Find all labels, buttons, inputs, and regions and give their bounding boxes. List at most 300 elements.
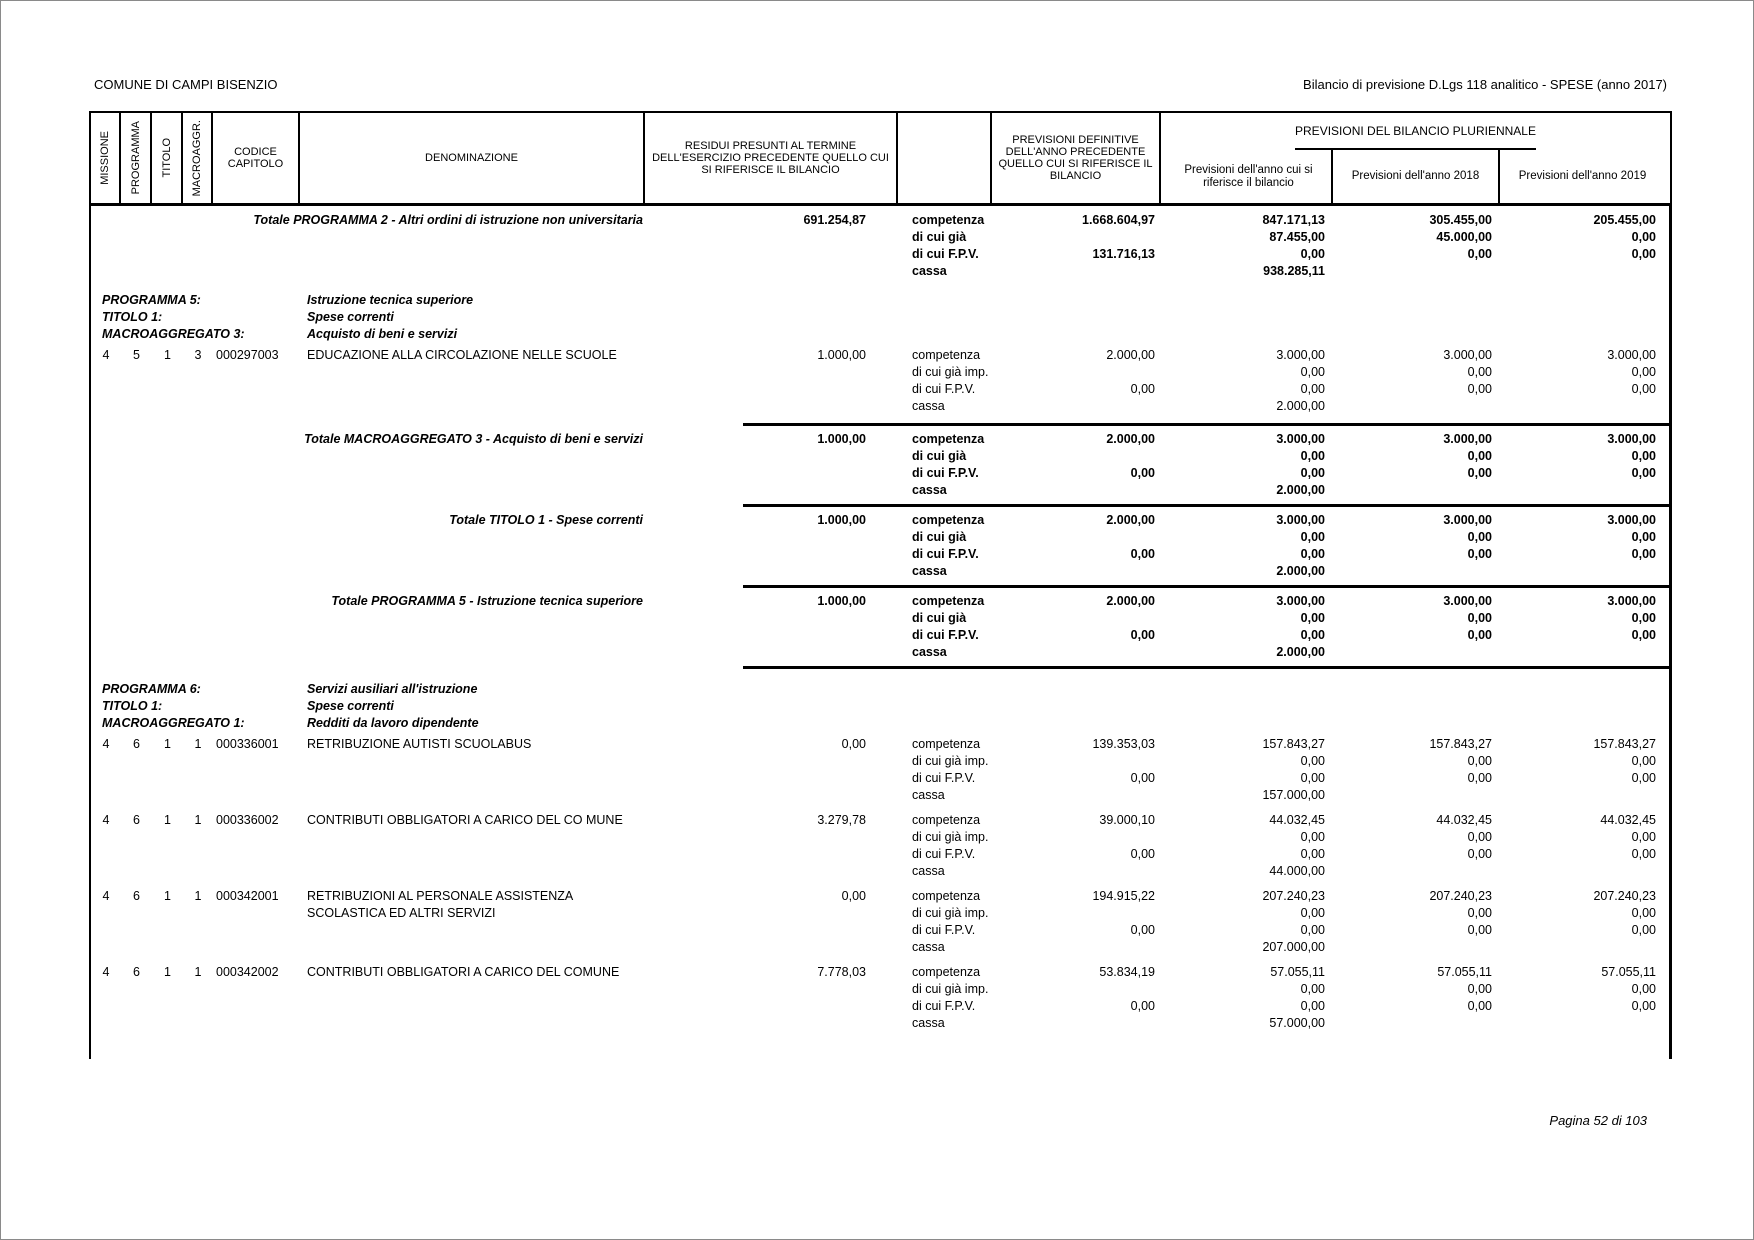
section-heading-line <box>91 698 1669 715</box>
titolo-cell: 1 <box>164 889 171 903</box>
previsioni-definitive-value <box>998 229 1168 246</box>
spacer <box>91 905 902 922</box>
macroaggr-cell: 3 <box>194 348 202 362</box>
spacer <box>91 482 902 499</box>
anno-bilancio-value: 207.240,23 <box>1262 889 1325 903</box>
previsioni-definitive-value <box>998 448 1168 465</box>
anno-2018-value: 0,00 <box>1467 754 1492 768</box>
residui-value: 1.000,00 <box>817 513 866 527</box>
anno-2018-value <box>1338 398 1505 415</box>
amount-type-label: cassa <box>912 645 947 659</box>
previsioni-definitive-value: 194.915,22 <box>1092 889 1155 903</box>
denominazione-cell: CONTRIBUTI OBBLIGATORI A CARICO DEL COMUNE <box>307 965 620 979</box>
anno-2019-value: 3.000,00 <box>1607 432 1656 446</box>
residui-value: 691.254,87 <box>803 213 866 227</box>
col-header-pluriennale-group <box>1161 113 1670 203</box>
anno-bilancio-value: 0,00 <box>1300 466 1325 480</box>
previsioni-definitive-value <box>998 829 1168 846</box>
budget-table <box>89 111 1672 1059</box>
totals-line <box>91 644 1669 661</box>
section-heading-line <box>91 715 1669 732</box>
previsioni-definitive-value: 0,00 <box>1130 628 1155 642</box>
spacer <box>91 939 902 956</box>
amount-type-label: di cui già <box>912 611 967 625</box>
col-header-previsioni-definitive: PREVISIONI DEFINITIVE DELL'ANNO PRECEDENTE QUELLO CUI SI RIFERISCE IL BILANCIO <box>992 113 1161 203</box>
col-header-empty <box>898 113 992 203</box>
col-header-denominazione: DENOMINAZIONE <box>300 113 645 203</box>
spacer <box>91 770 902 787</box>
section-heading-label: TITOLO 1: <box>102 310 163 324</box>
residui-value: 3.279,78 <box>817 813 866 827</box>
amount-type-label: competenza <box>912 348 981 362</box>
amount-type-label: di cui F.P.V. <box>912 847 976 861</box>
anno-bilancio-value: 44.032,45 <box>1269 813 1325 827</box>
section-heading-value: Istruzione tecnica superiore <box>307 293 474 307</box>
col-header-residui: RESIDUI PRESUNTI AL TERMINE DELL'ESERCIZIO PRECEDENTE QUELLO CUI SI RIFERISCE IL BILANCIO <box>645 113 898 203</box>
col-header-titolo-label: TITOLO <box>160 138 173 178</box>
section-headings <box>91 681 1669 732</box>
section-heading-label: PROGRAMMA 5: <box>102 293 201 307</box>
section-heading-line <box>91 681 1669 698</box>
section-heading-value: Spese correnti <box>307 310 394 324</box>
residui-value: 1.000,00 <box>817 348 866 362</box>
capitolo-line <box>91 398 1669 415</box>
section-heading-line <box>91 326 1669 343</box>
amount-type-label: competenza <box>912 737 981 751</box>
anno-2018-value <box>1338 863 1505 880</box>
table-body <box>89 206 1672 1059</box>
previsioni-definitive-value: 0,00 <box>1130 547 1155 561</box>
previsioni-definitive-value: 131.716,13 <box>1092 247 1155 261</box>
previsioni-definitive-value <box>998 398 1168 415</box>
entity-name: COMUNE DI CAMPI BISENZIO <box>94 77 278 92</box>
totals-row-group <box>91 431 1669 499</box>
previsioni-definitive-value <box>998 787 1168 804</box>
section-heading-label: MACROAGGREGATO 1: <box>102 716 245 730</box>
spacer <box>91 610 902 627</box>
anno-2019-value: 0,00 <box>1631 611 1656 625</box>
amount-type-label: competenza <box>912 594 985 608</box>
spacer <box>91 846 902 863</box>
capitolo-line <box>91 736 1669 753</box>
totals-line <box>91 212 1669 229</box>
spacer <box>91 398 902 415</box>
missione-cell: 4 <box>102 737 110 751</box>
totals-line <box>91 627 1669 644</box>
totals-line <box>91 263 1669 280</box>
capitolo-row-group <box>91 812 1669 880</box>
col-header-anno-2019: Previsioni dell'anno 2019 <box>1498 150 1665 203</box>
anno-2018-value <box>1338 787 1505 804</box>
anno-2018-value: 0,00 <box>1467 923 1492 937</box>
capitolo-row-group <box>91 888 1669 956</box>
previsioni-definitive-value: 0,00 <box>1130 847 1155 861</box>
amount-type-label: competenza <box>912 213 985 227</box>
titolo-cell: 1 <box>164 813 171 827</box>
section-headings <box>91 292 1669 343</box>
anno-2019-value <box>1505 482 1669 499</box>
anno-bilancio-value: 0,00 <box>1300 611 1325 625</box>
anno-bilancio-value: 207.000,00 <box>1262 940 1325 954</box>
anno-2018-value: 0,00 <box>1467 247 1492 261</box>
previsioni-definitive-value <box>998 529 1168 546</box>
total-row-label: Totale MACROAGGREGATO 3 - Acquisto di beni e servizi <box>304 432 643 446</box>
capitolo-line <box>91 347 1669 364</box>
anno-bilancio-value: 0,00 <box>1300 628 1325 642</box>
page-number: Pagina 52 di 103 <box>1549 1113 1647 1128</box>
amount-type-label: cassa <box>912 864 945 878</box>
totals-line <box>91 431 1669 448</box>
totals-line <box>91 563 1669 580</box>
spacer <box>91 448 902 465</box>
previsioni-definitive-value: 39.000,10 <box>1099 813 1155 827</box>
amount-type-label: di cui F.P.V. <box>912 247 979 261</box>
denominazione-cell: RETRIBUZIONE AUTISTI SCUOLABUS <box>307 737 532 751</box>
anno-2019-value <box>1505 263 1669 280</box>
anno-bilancio-value: 938.285,11 <box>1263 264 1325 278</box>
anno-2019-value: 0,00 <box>1631 365 1656 379</box>
macroaggr-cell: 1 <box>194 737 202 751</box>
amount-type-label: competenza <box>912 813 981 827</box>
anno-2018-value: 3.000,00 <box>1443 348 1492 362</box>
previsioni-definitive-value <box>998 482 1168 499</box>
anno-2018-value: 0,00 <box>1467 449 1492 463</box>
anno-2019-value <box>1505 939 1669 956</box>
previsioni-definitive-value: 0,00 <box>1130 923 1155 937</box>
anno-2019-value: 0,00 <box>1631 230 1656 244</box>
amount-type-label: di cui F.P.V. <box>912 771 976 785</box>
anno-2018-value: 0,00 <box>1467 982 1492 996</box>
programma-cell: 6 <box>133 889 140 903</box>
anno-2018-value: 45.000,00 <box>1436 230 1492 244</box>
amount-type-label: di cui già imp. <box>912 906 989 920</box>
amount-type-label: competenza <box>912 513 985 527</box>
residui-value: 0,00 <box>841 737 866 751</box>
anno-bilancio-value: 157.000,00 <box>1262 788 1325 802</box>
anno-bilancio-value: 44.000,00 <box>1269 864 1325 878</box>
spacer <box>91 465 902 482</box>
programma-cell: 5 <box>133 348 140 362</box>
codice-capitolo-cell: 000297003 <box>216 348 279 362</box>
anno-2018-value: 305.455,00 <box>1429 213 1492 227</box>
anno-2018-value <box>1338 644 1505 661</box>
anno-2018-value <box>1338 263 1505 280</box>
col-header-titolo <box>152 113 183 203</box>
total-row-label: Totale PROGRAMMA 2 - Altri ordini di istruzione non universitaria <box>253 213 643 227</box>
section-heading-label: PROGRAMMA 6: <box>102 682 201 696</box>
anno-2019-value: 3.000,00 <box>1607 348 1656 362</box>
amount-type-label: competenza <box>912 432 985 446</box>
col-header-macroaggr <box>183 113 213 203</box>
titolo-cell: 1 <box>164 737 171 751</box>
previsioni-definitive-value <box>998 905 1168 922</box>
col-header-programma-label: PROGRAMMA <box>129 121 142 195</box>
anno-2019-value: 3.000,00 <box>1607 594 1656 608</box>
previsioni-definitive-value: 1.668.604,97 <box>1082 213 1155 227</box>
denominazione-cell: CONTRIBUTI OBBLIGATORI A CARICO DEL CO MUNE <box>307 813 623 827</box>
macroaggr-cell: 1 <box>194 889 202 903</box>
totals-separator-line <box>743 585 1669 588</box>
anno-2019-value: 0,00 <box>1631 466 1656 480</box>
col-header-missione-label: MISSIONE <box>99 131 111 185</box>
previsioni-definitive-value <box>998 753 1168 770</box>
residui-value: 7.778,03 <box>817 965 866 979</box>
previsioni-definitive-value <box>998 364 1168 381</box>
amount-type-label: cassa <box>912 399 945 413</box>
total-row-label: Totale PROGRAMMA 5 - Istruzione tecnica superiore <box>331 594 643 608</box>
anno-2019-value: 0,00 <box>1631 923 1656 937</box>
anno-bilancio-value: 0,00 <box>1300 530 1325 544</box>
total-row-label: Totale TITOLO 1 - Spese correnti <box>449 513 643 527</box>
section-heading-value: Spese correnti <box>307 699 394 713</box>
anno-2019-value <box>1505 398 1669 415</box>
previsioni-definitive-value <box>998 939 1168 956</box>
anno-2019-value: 57.055,11 <box>1601 965 1656 979</box>
previsioni-definitive-value <box>998 981 1168 998</box>
anno-2018-value: 3.000,00 <box>1443 432 1492 446</box>
codice-capitolo-cell: 000336001 <box>216 737 279 751</box>
amount-type-label: di cui F.P.V. <box>912 382 976 396</box>
previsioni-definitive-value <box>998 863 1168 880</box>
spacer <box>91 829 902 846</box>
amount-type-label: di cui già <box>912 449 967 463</box>
anno-2019-value: 0,00 <box>1631 449 1656 463</box>
section-heading-label: TITOLO 1: <box>102 699 163 713</box>
amount-type-label: di cui F.P.V. <box>912 466 979 480</box>
capitolo-line <box>91 753 1669 770</box>
amount-type-label: competenza <box>912 889 981 903</box>
anno-2018-value: 0,00 <box>1467 628 1492 642</box>
amount-type-label: di cui già imp. <box>912 982 989 996</box>
spacer <box>91 863 902 880</box>
residui-value: 1.000,00 <box>817 432 866 446</box>
anno-2019-value: 3.000,00 <box>1607 513 1656 527</box>
amount-type-label: di cui già imp. <box>912 365 989 379</box>
anno-2018-value: 0,00 <box>1467 847 1492 861</box>
amount-type-label: di cui già <box>912 530 967 544</box>
anno-2019-value <box>1505 1015 1669 1032</box>
anno-2018-value <box>1338 482 1505 499</box>
capitolo-line <box>91 364 1669 381</box>
table-header-row <box>89 111 1672 206</box>
amount-type-label: cassa <box>912 264 947 278</box>
capitolo-line <box>91 939 1669 956</box>
spacer <box>91 644 902 661</box>
anno-2019-value: 0,00 <box>1631 771 1656 785</box>
totals-line <box>91 610 1669 627</box>
missione-cell: 4 <box>102 348 110 362</box>
col-header-pluriennale: PREVISIONI DEL BILANCIO PLURIENNALE <box>1295 113 1536 150</box>
amount-type-label: cassa <box>912 483 947 497</box>
missione-cell: 4 <box>102 965 110 979</box>
spacer <box>91 263 902 280</box>
anno-2018-value: 0,00 <box>1467 611 1492 625</box>
amount-type-label: di cui F.P.V. <box>912 628 979 642</box>
anno-bilancio-value: 0,00 <box>1300 847 1325 861</box>
macroaggr-cell: 1 <box>194 813 202 827</box>
anno-2019-value: 0,00 <box>1631 547 1656 561</box>
col-header-missione <box>91 113 121 203</box>
anno-bilancio-value: 0,00 <box>1300 982 1325 996</box>
programma-cell: 6 <box>133 965 140 979</box>
residui-value: 0,00 <box>841 889 866 903</box>
capitolo-line <box>91 846 1669 863</box>
anno-2019-value: 0,00 <box>1631 754 1656 768</box>
anno-bilancio-value: 3.000,00 <box>1276 513 1325 527</box>
previsioni-definitive-value: 2.000,00 <box>1106 594 1155 608</box>
anno-2018-value: 0,00 <box>1467 547 1492 561</box>
anno-2018-value: 44.032,45 <box>1436 813 1492 827</box>
previsioni-definitive-value <box>998 610 1168 627</box>
col-header-anno-bilancio: Previsioni dell'anno cui si riferisce il bilancio <box>1184 163 1313 189</box>
missione-cell: 4 <box>102 889 110 903</box>
col-header-anno-2018: Previsioni dell'anno 2018 <box>1331 150 1498 203</box>
amount-type-label: di cui già imp. <box>912 830 989 844</box>
totals-line <box>91 482 1669 499</box>
anno-bilancio-value: 0,00 <box>1300 999 1325 1013</box>
anno-2019-value: 0,00 <box>1631 830 1656 844</box>
totals-line <box>91 529 1669 546</box>
spacer <box>91 246 902 263</box>
programma-cell: 6 <box>133 813 140 827</box>
codice-capitolo-cell: 000342001 <box>216 889 279 903</box>
anno-2018-value: 0,00 <box>1467 771 1492 785</box>
capitolo-line <box>91 905 1669 922</box>
denominazione-cell: RETRIBUZIONI AL PERSONALE ASSISTENZA SCOLASTICA ED ALTRI SERVIZI <box>307 889 573 920</box>
anno-2019-value: 0,00 <box>1631 382 1656 396</box>
denominazione-cell: EDUCAZIONE ALLA CIRCOLAZIONE NELLE SCUOLE <box>307 348 617 362</box>
spacer <box>91 364 902 381</box>
anno-2019-value: 0,00 <box>1631 982 1656 996</box>
spacer <box>91 627 902 644</box>
previsioni-definitive-value: 2.000,00 <box>1106 348 1155 362</box>
spacer <box>91 998 902 1015</box>
amount-type-label: cassa <box>912 564 947 578</box>
capitolo-line <box>91 1015 1669 1032</box>
anno-bilancio-value: 0,00 <box>1300 449 1325 463</box>
anno-bilancio-value: 3.000,00 <box>1276 594 1325 608</box>
anno-2019-value: 0,00 <box>1631 530 1656 544</box>
pluriennale-subheaders <box>1166 150 1665 203</box>
macroaggr-cell: 1 <box>194 965 202 979</box>
titolo-cell: 1 <box>164 348 171 362</box>
previsioni-definitive-value <box>998 644 1168 661</box>
anno-2019-value: 0,00 <box>1631 999 1656 1013</box>
totals-line <box>91 593 1669 610</box>
amount-type-label: cassa <box>912 940 945 954</box>
previsioni-definitive-value: 0,00 <box>1130 771 1155 785</box>
anno-bilancio-value: 2.000,00 <box>1276 645 1325 659</box>
anno-2019-value <box>1505 563 1669 580</box>
anno-bilancio-value: 0,00 <box>1300 771 1325 785</box>
capitolo-line <box>91 381 1669 398</box>
anno-2018-value: 0,00 <box>1467 530 1492 544</box>
totals-row-group <box>91 593 1669 661</box>
spacer <box>91 229 902 246</box>
section-heading-value: Redditi da lavoro dipendente <box>307 716 479 730</box>
spacer <box>91 529 902 546</box>
anno-2018-value: 0,00 <box>1467 466 1492 480</box>
previsioni-definitive-value: 2.000,00 <box>1106 513 1155 527</box>
anno-2019-value: 0,00 <box>1631 628 1656 642</box>
anno-2018-value: 57.055,11 <box>1437 965 1492 979</box>
capitolo-line <box>91 863 1669 880</box>
anno-2019-value: 205.455,00 <box>1593 213 1656 227</box>
amount-type-label: cassa <box>912 788 945 802</box>
anno-bilancio-value: 2.000,00 <box>1276 483 1325 497</box>
anno-2019-value <box>1505 644 1669 661</box>
section-heading-label: MACROAGGREGATO 3: <box>102 327 245 341</box>
anno-2018-value: 0,00 <box>1467 382 1492 396</box>
amount-type-label: di cui F.P.V. <box>912 923 976 937</box>
previsioni-definitive-value: 0,00 <box>1130 466 1155 480</box>
anno-bilancio-value: 2.000,00 <box>1276 564 1325 578</box>
spacer <box>91 753 902 770</box>
totals-row-group <box>91 512 1669 580</box>
previsioni-definitive-value: 2.000,00 <box>1106 432 1155 446</box>
totals-line <box>91 229 1669 246</box>
amount-type-label: di cui già imp. <box>912 754 989 768</box>
anno-2018-value <box>1338 939 1505 956</box>
anno-bilancio-value: 3.000,00 <box>1276 348 1325 362</box>
capitolo-line <box>91 998 1669 1015</box>
previsioni-definitive-value <box>998 263 1168 280</box>
codice-capitolo-cell: 000342002 <box>216 965 279 979</box>
programma-cell: 6 <box>133 737 140 751</box>
anno-2019-value: 0,00 <box>1631 247 1656 261</box>
anno-2018-value: 157.843,27 <box>1429 737 1492 751</box>
amount-type-label: di cui già <box>912 230 967 244</box>
section-heading-line <box>91 292 1669 309</box>
capitolo-line <box>91 981 1669 998</box>
anno-bilancio-value: 847.171,13 <box>1262 213 1325 227</box>
codice-capitolo-cell: 000336002 <box>216 813 279 827</box>
anno-2019-value <box>1505 863 1669 880</box>
capitolo-row-group <box>91 736 1669 804</box>
capitolo-line <box>91 922 1669 939</box>
spacer <box>91 981 902 998</box>
anno-2019-value: 0,00 <box>1631 847 1656 861</box>
anno-bilancio-value: 87.455,00 <box>1269 230 1325 244</box>
totals-line <box>91 512 1669 529</box>
report-title: Bilancio di previsione D.Lgs 118 analitico - SPESE (anno 2017) <box>1303 77 1667 92</box>
anno-2018-value: 0,00 <box>1467 830 1492 844</box>
anno-bilancio-value: 2.000,00 <box>1276 399 1325 413</box>
anno-2018-value <box>1338 563 1505 580</box>
totals-line <box>91 465 1669 482</box>
missione-cell: 4 <box>102 813 110 827</box>
anno-2018-value: 0,00 <box>1467 906 1492 920</box>
anno-2019-value: 44.032,45 <box>1600 813 1656 827</box>
anno-2018-value: 3.000,00 <box>1443 594 1492 608</box>
anno-2019-value: 157.843,27 <box>1593 737 1656 751</box>
residui-value: 1.000,00 <box>817 594 866 608</box>
anno-2018-value: 3.000,00 <box>1443 513 1492 527</box>
amount-type-label: competenza <box>912 965 981 979</box>
section-heading-value: Acquisto di beni e servizi <box>307 327 458 341</box>
amount-type-label: di cui F.P.V. <box>912 547 979 561</box>
anno-2019-value: 207.240,23 <box>1593 889 1656 903</box>
spacer <box>91 563 902 580</box>
section-heading-line <box>91 309 1669 326</box>
spacer <box>91 1015 902 1032</box>
capitolo-row-group <box>91 964 1669 1032</box>
anno-bilancio-value: 0,00 <box>1300 547 1325 561</box>
anno-bilancio-value: 0,00 <box>1300 382 1325 396</box>
spacer <box>91 787 902 804</box>
capitolo-row-group <box>91 347 1669 415</box>
totals-separator-line <box>743 504 1669 507</box>
